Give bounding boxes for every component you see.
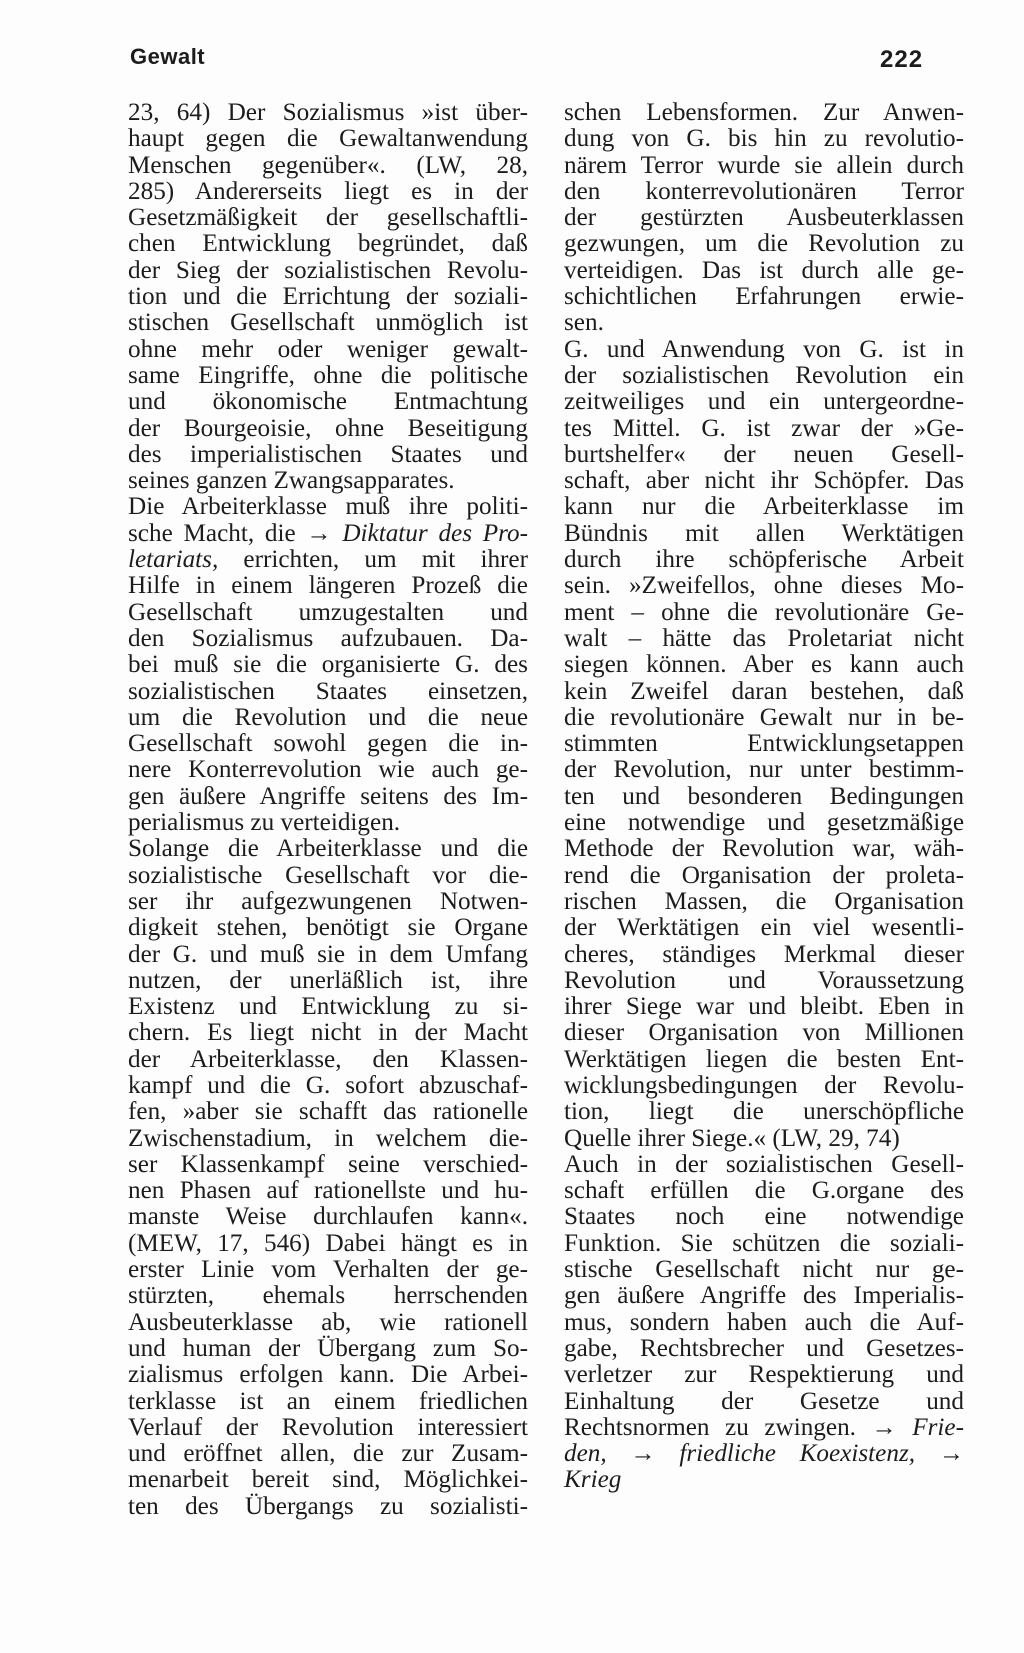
text-run: eine notwendige und gesetzmäßige <box>564 809 964 837</box>
text-run: schaft erfüllen die G.organe des <box>564 1177 964 1205</box>
text-run: dieser Organisation von Millionen <box>564 1019 964 1047</box>
text-line <box>564 626 964 652</box>
italic-cross-reference: Frie- <box>912 1413 964 1441</box>
text-run: gen äußere Angriffe seitens des Im- <box>128 782 528 810</box>
text-line <box>128 994 528 1020</box>
text-run: um die Revolution und die neue <box>128 703 528 731</box>
italic-cross-reference: Krieg <box>564 1466 622 1494</box>
text-line <box>564 231 964 257</box>
text-line <box>128 1231 528 1257</box>
text-line <box>128 757 528 783</box>
text-run: mus, sondern haben auch die Auf- <box>564 1308 964 1336</box>
text-line <box>128 679 528 705</box>
text-line <box>564 153 964 179</box>
text-run: schen Lebensformen. Zur Anwen- <box>564 99 964 126</box>
text-line <box>564 1389 964 1415</box>
text-line <box>128 494 528 520</box>
text-line <box>128 205 528 231</box>
text-line <box>128 652 528 678</box>
text-line <box>128 1126 528 1152</box>
text-line <box>128 389 528 415</box>
text-run: erster Linie vom Verhalten der ge- <box>128 1256 528 1284</box>
text-line <box>564 1415 964 1441</box>
text-line <box>564 784 964 810</box>
text-run: Hilfe in einem längeren Prozeß die <box>128 572 528 600</box>
text-run: 285) Andererseits liegt es in der <box>128 177 528 205</box>
text-line <box>564 363 964 389</box>
text-line <box>564 1467 964 1493</box>
text-line <box>564 600 964 626</box>
text-run: nere Konterrevolution wie auch ge- <box>128 756 528 784</box>
text-run: Ausbeuterklasse ab, wie rationell <box>128 1308 528 1336</box>
text-run: Methode der Revolution war, wäh- <box>564 835 964 863</box>
text-run: stische Gesellschaft nicht nur ge- <box>564 1256 964 1284</box>
text-line <box>564 1283 964 1309</box>
text-run: menarbeit bereit sind, Möglichkei- <box>128 1466 528 1494</box>
text-line <box>128 1415 528 1441</box>
text-line <box>564 573 964 599</box>
text-run: Staates noch eine notwendige <box>564 1203 964 1231</box>
text-line <box>128 810 528 836</box>
text-run: kann nur die Arbeiterklasse im <box>564 493 964 521</box>
text-line <box>128 310 528 336</box>
text-run: durch ihre schöpferische Arbeit <box>564 546 964 574</box>
text-run: → <box>606 1440 680 1468</box>
text-run: der Arbeiterklasse, den Klassen- <box>128 1045 528 1073</box>
text-run: sozialistische Gesellschaft vor die- <box>128 861 528 889</box>
text-run: 23, 64) Der Sozialismus »ist über- <box>128 99 528 126</box>
text-run: der sozialistischen Revolution ein <box>564 361 964 389</box>
text-line <box>564 1257 964 1283</box>
text-run: ihrer Siege war und bleibt. Eben in <box>564 993 964 1021</box>
text-run: stürzten, ehemals herrschenden <box>128 1282 528 1310</box>
text-run: den konterrevolutionären Terror <box>564 177 964 205</box>
text-run: tion und die Errichtung der soziali- <box>128 283 528 311</box>
text-line <box>564 1178 964 1204</box>
text-run: der gestürzten Ausbeuterklassen <box>564 204 964 232</box>
text-run: chern. Es liegt nicht in der Macht <box>128 1019 528 1047</box>
text-line <box>128 1362 528 1388</box>
text-line <box>128 153 528 179</box>
text-run: G. und Anwendung von G. ist in <box>564 335 964 363</box>
text-run: kein Zweifel daran bestehen, daß <box>564 677 964 705</box>
text-run: errichten, um mit ihrer <box>218 546 528 574</box>
text-line <box>128 442 528 468</box>
text-run: Existenz und Entwicklung zu si- <box>128 993 528 1021</box>
text-line <box>128 468 528 494</box>
text-line <box>128 416 528 442</box>
text-line <box>128 1467 528 1493</box>
text-run: (MEW, 17, 546) Dabei hängt es in <box>128 1229 528 1257</box>
text-line <box>564 705 964 731</box>
text-run: bei muß sie die organisierte G. des <box>128 651 528 679</box>
page-number: 222 <box>880 46 924 73</box>
text-line <box>128 521 528 547</box>
text-run: Gesellschaft sowohl gegen die in- <box>128 730 528 758</box>
text-run: dung von G. bis hin zu revolutio- <box>564 125 964 153</box>
text-run: → <box>915 1440 964 1468</box>
text-line <box>564 416 964 442</box>
text-line <box>128 547 528 573</box>
text-run: verletzer zur Respektierung und <box>564 1361 964 1389</box>
text-line <box>564 1231 964 1257</box>
text-line <box>564 1126 964 1152</box>
text-run: chen Entwicklung begründet, daß <box>128 230 528 258</box>
text-line <box>564 679 964 705</box>
text-run: der Sieg der sozialistischen Revolu- <box>128 256 528 284</box>
text-line <box>564 731 964 757</box>
text-run: sche Macht, die → <box>128 519 343 547</box>
text-run: perialismus zu verteidigen. <box>128 809 401 837</box>
left-text-column <box>128 100 528 1520</box>
text-line <box>564 521 964 547</box>
text-line <box>564 1152 964 1178</box>
text-run: Bündnis mit allen Werktätigen <box>564 519 964 547</box>
text-run: walt – hätte das Proletariat nicht <box>564 624 964 652</box>
text-run: und ökonomische Entmachtung <box>128 388 528 416</box>
text-run: Quelle ihrer Siege.« (LW, 29, 74) <box>564 1124 900 1152</box>
text-run: kampf und die G. sofort abzuschaf- <box>128 1071 528 1099</box>
text-line <box>564 968 964 994</box>
text-run: zeitweiliges und ein untergeordne- <box>564 388 964 416</box>
text-line <box>564 1047 964 1073</box>
text-run: des imperialistischen Staates und <box>128 440 528 468</box>
text-run: seines ganzen Zwangsapparates. <box>128 467 455 495</box>
text-line <box>564 1020 964 1046</box>
text-line <box>128 705 528 731</box>
italic-cross-reference: den, <box>564 1440 607 1468</box>
text-line <box>128 889 528 915</box>
italic-cross-reference: Diktatur des Pro- <box>342 519 528 547</box>
text-run: ser Klassenkampf seine verschied- <box>128 1150 528 1178</box>
text-line <box>564 915 964 941</box>
text-line <box>128 731 528 757</box>
text-run: stimmten Entwicklungsetappen <box>564 730 964 758</box>
text-line <box>128 1283 528 1309</box>
text-line <box>564 1336 964 1362</box>
text-line <box>128 363 528 389</box>
text-line <box>128 1099 528 1125</box>
text-line <box>564 1099 964 1125</box>
text-line <box>128 1073 528 1099</box>
text-run: der Bourgeoisie, ohne Beseitigung <box>128 414 528 442</box>
text-run: gabe, Rechtsbrecher und Gesetzes- <box>564 1334 964 1362</box>
text-run: Funktion. Sie schützen die soziali- <box>564 1229 964 1257</box>
text-line <box>128 1152 528 1178</box>
text-line <box>564 1441 964 1467</box>
text-run: der Revolution, nur unter bestimm- <box>564 756 964 784</box>
text-line <box>564 1073 964 1099</box>
text-line <box>128 600 528 626</box>
text-line <box>128 179 528 205</box>
text-run: sen. <box>564 309 604 337</box>
text-run: Einhaltung der Gesetze und <box>564 1387 964 1415</box>
italic-cross-reference: letariats, <box>128 546 219 574</box>
text-line <box>564 1362 964 1388</box>
text-run: burtshelfer« der neuen Gesell- <box>564 440 964 468</box>
text-line <box>564 810 964 836</box>
text-run: Zwischenstadium, in welchem die- <box>128 1124 528 1152</box>
text-line <box>128 1310 528 1336</box>
text-run: den Sozialismus aufzubauen. Da- <box>128 624 528 652</box>
text-line <box>564 1204 964 1230</box>
text-line <box>128 258 528 284</box>
text-line <box>564 126 964 152</box>
text-line <box>564 494 964 520</box>
text-line <box>128 126 528 152</box>
text-run: tion, liegt die unerschöpfliche <box>564 1098 964 1126</box>
text-line <box>128 100 528 126</box>
text-line <box>564 994 964 1020</box>
text-run: stischen Gesellschaft unmöglich ist <box>128 309 528 337</box>
text-run: terklasse ist an einem friedlichen <box>128 1387 528 1415</box>
text-line <box>564 942 964 968</box>
text-run: der G. und muß sie in dem Umfang <box>128 940 528 968</box>
text-line <box>128 1178 528 1204</box>
text-line <box>128 1336 528 1362</box>
right-text-column <box>564 100 964 1494</box>
text-run: sozialistischen Staates einsetzen, <box>128 677 528 705</box>
text-run: schaft, aber nicht ihr Schöpfer. Das <box>564 467 964 495</box>
text-run: und human der Übergang zum So- <box>128 1334 528 1362</box>
running-head: Gewalt <box>130 44 206 69</box>
text-run: Solange die Arbeiterklasse und die <box>128 835 528 863</box>
text-line <box>564 836 964 862</box>
text-run: Rechtsnormen zu zwingen. → <box>564 1413 913 1441</box>
text-run: ment – ohne die revolutionäre Ge- <box>564 598 964 626</box>
text-run: haupt gegen die Gewaltanwendung <box>128 125 528 153</box>
text-line <box>564 547 964 573</box>
text-run: tes Mittel. G. ist zwar der »Ge- <box>564 414 964 442</box>
text-run: ten und besonderen Bedingungen <box>564 782 964 810</box>
text-line <box>128 337 528 363</box>
text-line <box>128 573 528 599</box>
text-line <box>564 889 964 915</box>
text-line <box>564 258 964 284</box>
text-line <box>128 1389 528 1415</box>
text-line <box>128 1441 528 1467</box>
text-run: Werktätigen liegen die besten Ent- <box>564 1045 964 1073</box>
text-run: siegen können. Aber es kann auch <box>564 651 964 679</box>
text-run: Gesetzmäßigkeit der gesellschaftli- <box>128 204 528 232</box>
text-line <box>564 337 964 363</box>
text-line <box>564 205 964 231</box>
text-run: gen äußere Angriffe des Imperialis- <box>564 1282 964 1310</box>
text-line <box>128 1257 528 1283</box>
text-line <box>564 442 964 468</box>
text-line <box>564 652 964 678</box>
text-run: Die Arbeiterklasse muß ihre politi- <box>128 493 528 521</box>
text-run: cheres, ständiges Merkmal dieser <box>564 940 964 968</box>
text-line <box>128 915 528 941</box>
text-line <box>128 968 528 994</box>
text-line <box>564 100 964 126</box>
text-line <box>128 836 528 862</box>
text-run: närem Terror wurde sie allein durch <box>564 151 964 179</box>
text-run: rischen Massen, die Organisation <box>564 887 964 915</box>
text-line <box>128 942 528 968</box>
text-run: digkeit stehen, benötigt sie Organe <box>128 914 528 942</box>
text-run: zialismus erfolgen kann. Die Arbei- <box>128 1361 528 1389</box>
text-line <box>128 863 528 889</box>
text-line <box>564 179 964 205</box>
text-run: rend die Organisation der proleta- <box>564 861 964 889</box>
text-run: fen, »aber sie schafft das rationelle <box>128 1098 528 1126</box>
text-run: same Eingriffe, ohne die politische <box>128 361 528 389</box>
text-line <box>128 784 528 810</box>
text-run: ten des Übergangs zu sozialisti- <box>128 1492 528 1520</box>
text-run: Menschen gegenüber«. (LW, 28, <box>128 151 528 179</box>
text-line <box>564 284 964 310</box>
text-run: die revolutionäre Gewalt nur in be- <box>564 703 964 731</box>
text-line <box>128 626 528 652</box>
text-line <box>128 231 528 257</box>
text-run: nutzen, der unerläßlich ist, ihre <box>128 966 528 994</box>
text-run: und eröffnet allen, die zur Zusam- <box>128 1440 528 1468</box>
text-run: sein. »Zweifellos, ohne dieses Mo- <box>564 572 964 600</box>
text-run: manste Weise durchlaufen kann«. <box>128 1203 528 1231</box>
text-run: schichtlichen Erfahrungen erwie- <box>564 283 964 311</box>
text-run: Revolution und Voraussetzung <box>564 966 964 994</box>
text-line <box>128 1047 528 1073</box>
text-line <box>564 863 964 889</box>
text-line <box>564 1310 964 1336</box>
text-run: ser ihr aufgezwungenen Notwen- <box>128 887 528 915</box>
text-run: Gesellschaft umzugestalten und <box>128 598 528 626</box>
text-run: wicklungsbedingungen der Revolu- <box>564 1071 964 1099</box>
text-line <box>128 284 528 310</box>
text-line <box>564 310 964 336</box>
text-run: gezwungen, um die Revolution zu <box>564 230 964 258</box>
text-run: der Werktätigen ein viel wesentli- <box>564 914 964 942</box>
text-line <box>128 1204 528 1230</box>
text-line <box>128 1020 528 1046</box>
text-line <box>564 468 964 494</box>
text-run: Auch in der sozialistischen Gesell- <box>564 1150 964 1178</box>
text-line <box>128 1494 528 1520</box>
text-run: Verlauf der Revolution interessiert <box>128 1413 528 1441</box>
italic-cross-reference: friedliche Koexistenz, <box>679 1440 916 1468</box>
text-run: ohne mehr oder weniger gewalt- <box>128 335 528 363</box>
text-run: nen Phasen auf rationellste und hu- <box>128 1177 528 1205</box>
text-run: verteidigen. Das ist durch alle ge- <box>564 256 964 284</box>
text-line <box>564 757 964 783</box>
text-line <box>564 389 964 415</box>
